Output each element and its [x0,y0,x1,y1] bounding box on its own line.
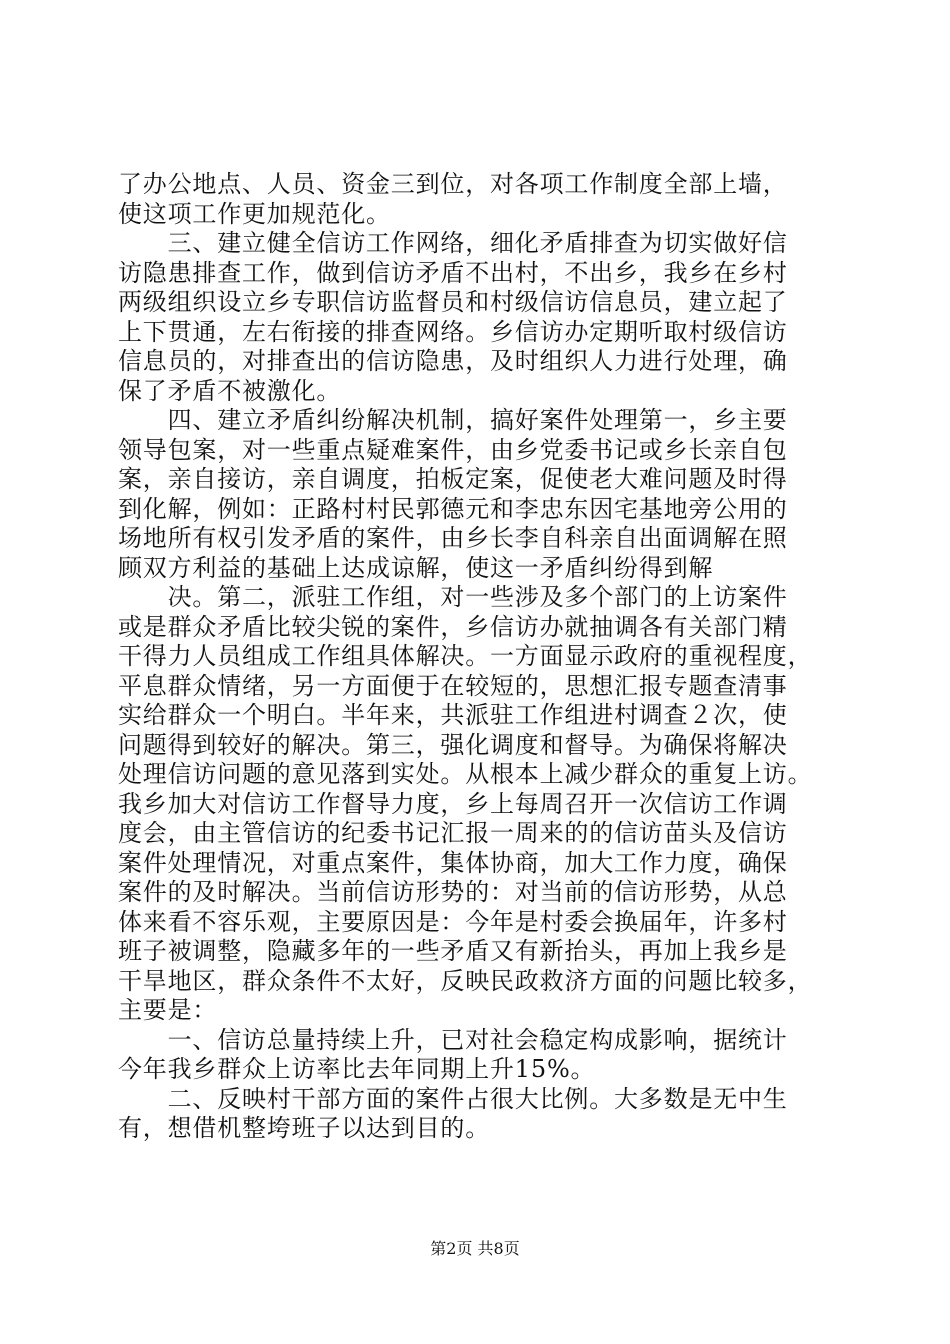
text-line: 干得力人员组成工作组具体解决。一方面显示政府的重视程度， [118,642,813,670]
text-line: 案，亲自接访，亲自调度，拍板定案，促使老大难问题及时得 [118,465,788,493]
text-line: 或是群众矛盾比较尖锐的案件，乡信访办就抽调各有关部门精 [118,612,788,641]
text-line: 使这项工作更加规范化。 [118,199,391,228]
text-line: 上下贯通，左右衔接的排查网络。乡信访办定期听取村级信访 [118,317,788,346]
text-line: 决。第二，派驻工作组，对一些涉及多个部门的上访案件 [118,583,788,611]
text-line: 体来看不容乐观，主要原因是：今年是村委会换届年，许多村 [118,907,788,936]
text-line: 信息员的，对排查出的信访隐患，及时组织人力进行处理，确 [118,347,788,375]
text-line: 三、建立健全信访工作网络，细化矛盾排查为切实做好信 [118,229,788,257]
text-line: 度会，由主管信访的纪委书记汇报一周来的的信访苗头及信访 [118,819,788,847]
text-line: 实给群众一个明白。半年来，共派驻工作组进村调查２次，使 [118,701,788,729]
text-line: 二、反映村干部方面的案件占很大比例。大多数是无中生 [118,1084,788,1113]
text-line: 我乡加大对信访工作督导力度，乡上每周召开一次信访工作调 [118,789,788,818]
text-line: 保了矛盾不被激化。 [118,376,342,405]
text-line: 案件的及时解决。当前信访形势的：对当前的信访形势，从总 [118,878,788,906]
text-line: 了办公地点、人员、资金三到位，对各项工作制度全部上墙， [118,170,788,198]
text-line: 处理信访问题的意见落到实处。从根本上减少群众的重复上访。 [118,760,813,788]
text-line: 干旱地区，群众条件不太好，反映民政救济方面的问题比较多， [118,966,813,995]
text-line: 平息群众情绪，另一方面便于在较短的，思想汇报专题查清事 [118,671,788,700]
text-line: 案件处理情况，对重点案件，集体协商，加大工作力度，确保 [118,848,788,877]
text-line: 一、信访总量持续上升，已对社会稳定构成影响，据统计 [118,1025,788,1054]
text-line: 场地所有权引发矛盾的案件，由乡长李自科亲自出面调解在照 [118,524,788,552]
text-line: 有，想借机整垮班子以达到目的。 [118,1114,490,1142]
text-line: 问题得到较好的解决。第三，强化调度和督导。为确保将解决 [118,730,788,759]
text-line: 今年我乡群众上访率比去年同期上升15%。 [118,1055,596,1083]
text-line: 到化解，例如：正路村村民郭德元和李忠东因宅基地旁公用的 [118,494,788,523]
text-line: 主要是： [118,996,218,1024]
text-line: 班子被调整，隐藏多年的一些矛盾又有新抬头，再加上我乡是 [118,937,788,965]
text-line: 领导包案，对一些重点疑难案件，由乡党委书记或乡长亲自包 [118,435,788,464]
page-footer: 第2页 共8页 [430,1239,520,1258]
text-line: 访隐患排查工作，做到信访矛盾不出村，不出乡，我乡在乡村 [118,258,788,287]
text-line: 四、建立矛盾纠纷解决机制，搞好案件处理第一，乡主要 [118,406,788,434]
text-line: 顾双方利益的基础上达成谅解，使这一矛盾纠纷得到解 [118,553,714,582]
document-body [118,170,858,1144]
text-line: 两级组织设立乡专职信访监督员和村级信访信息员，建立起了 [118,288,788,316]
